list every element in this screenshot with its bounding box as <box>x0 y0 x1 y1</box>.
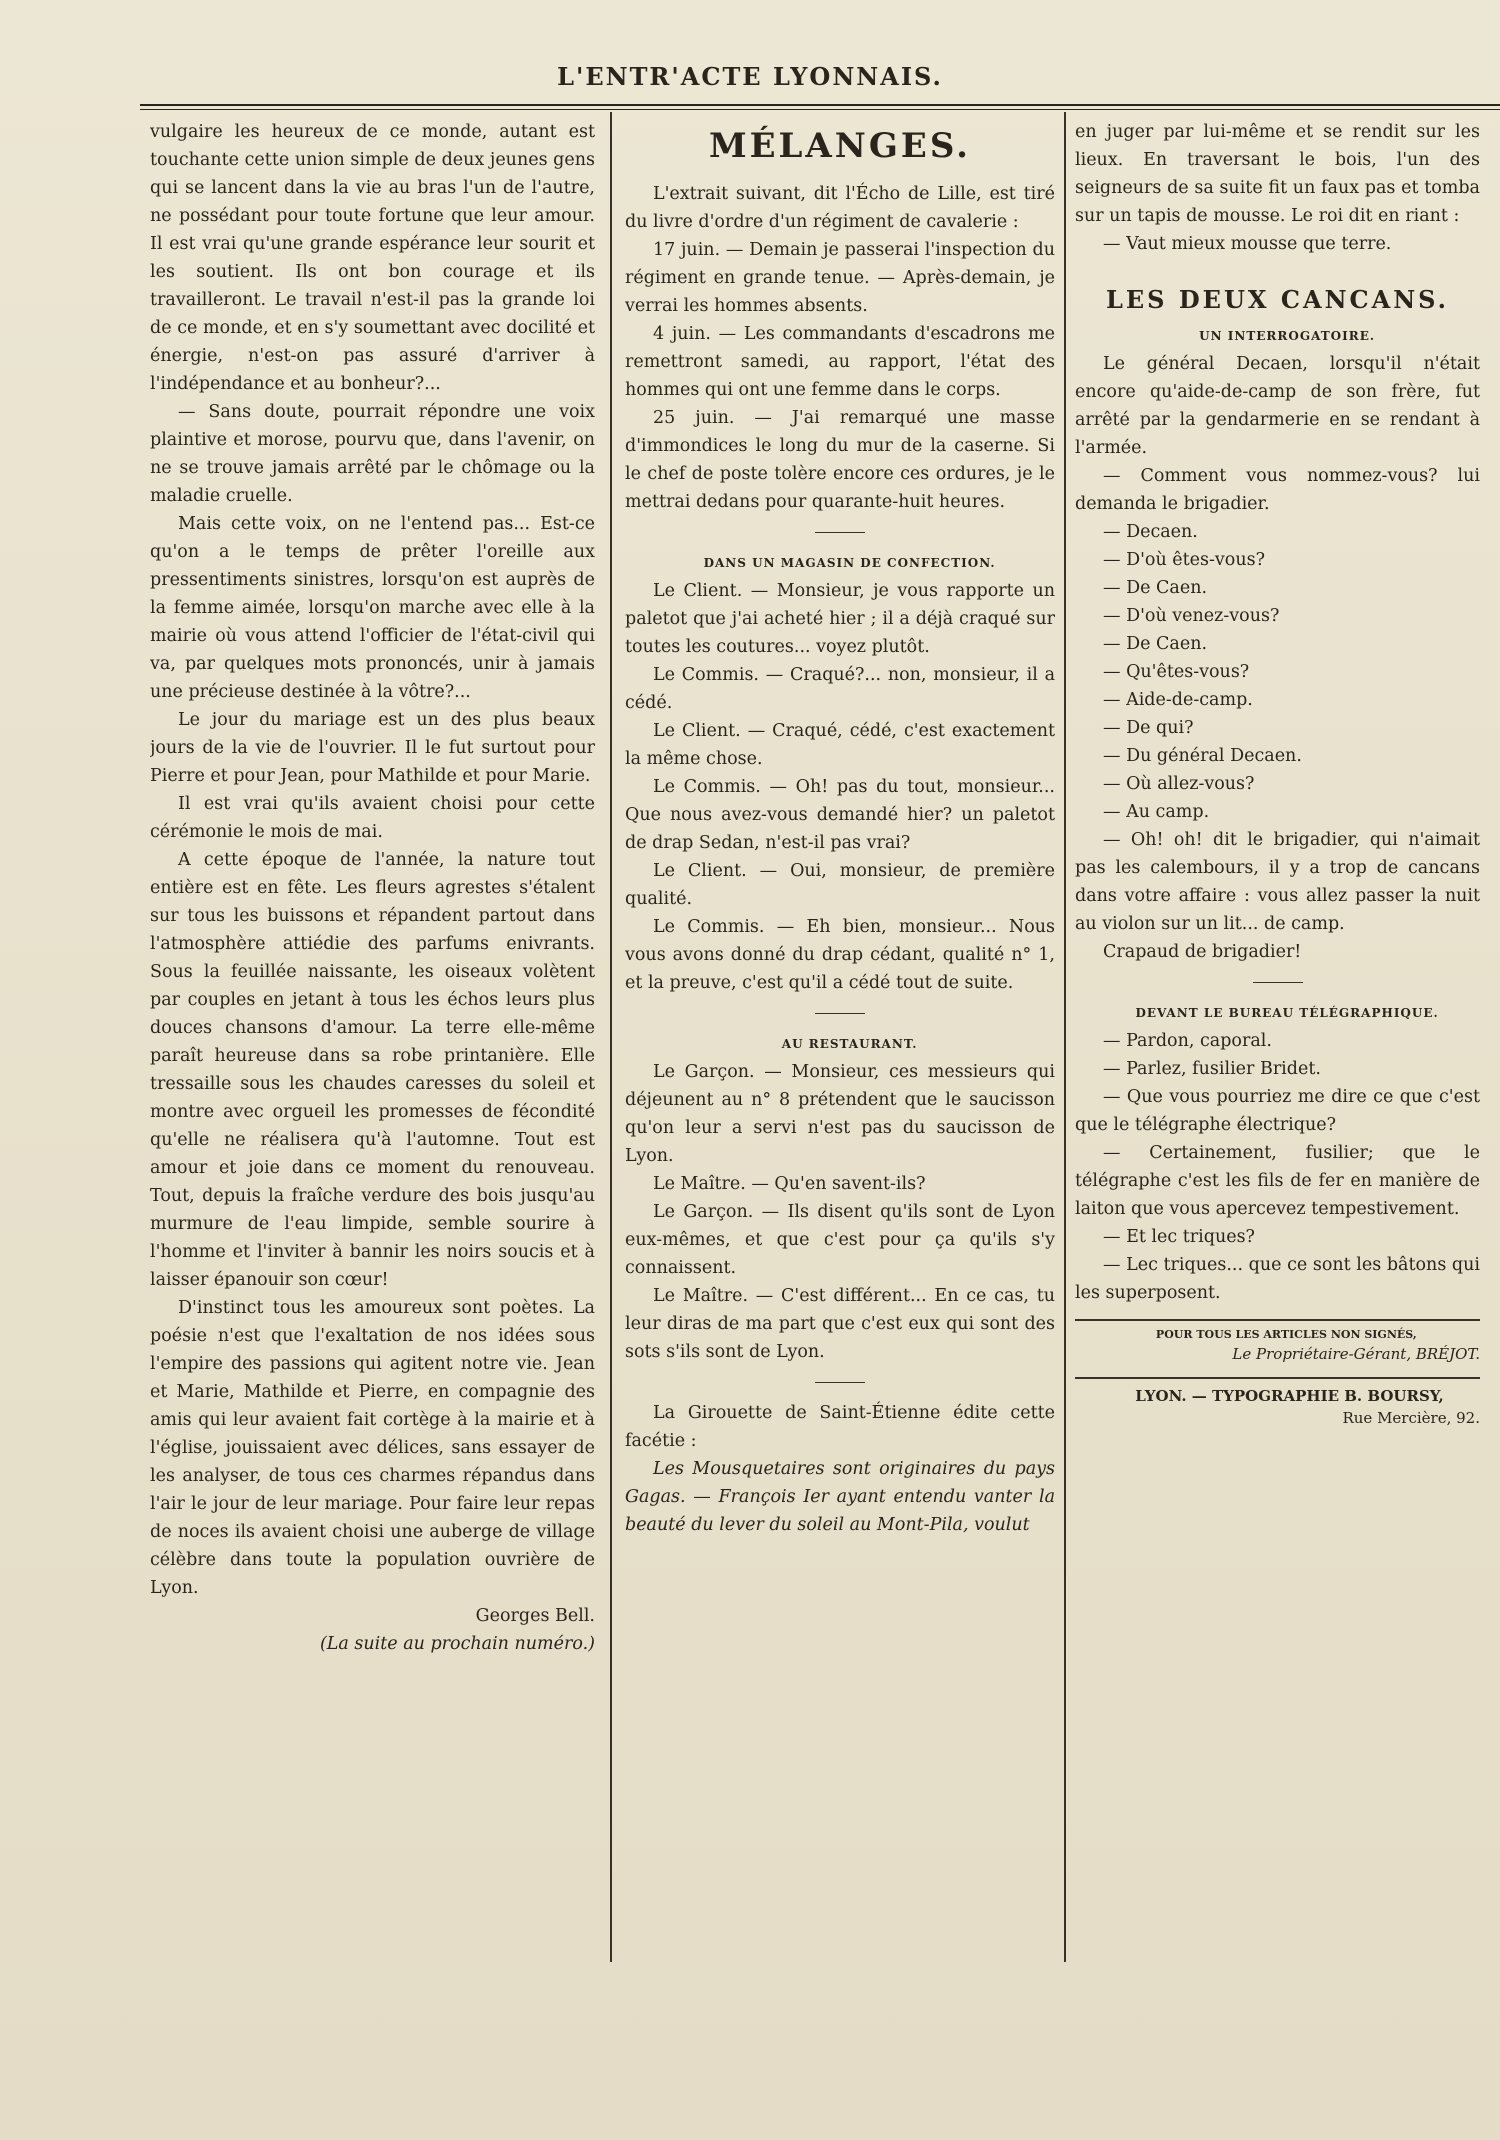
column-rule-right <box>1064 112 1066 1962</box>
dialogue-line: — Pardon, caporal. <box>1103 1031 1272 1051</box>
dialogue-line: Le Commis. — Oh! pas du tout, monsieur... Que nous avez-vous demandé hier? un paletot de drap Sedan, n'est-il pas vrai? <box>625 777 1055 853</box>
subheading-interrogatoire: UN INTERROGATOIRE. <box>1199 329 1376 343</box>
column-feuilleton <box>150 118 595 1988</box>
order-line: 17 juin. — Demain je passerai l'inspection du régiment en grande tenue. — Après-demain, je verrai les hommes absents. <box>625 240 1055 316</box>
order-line: 25 juin. — J'ai remarqué une masse d'immondices le long du mur de la caserne. Si le chef de poste tolère encore ces ordures, je le mettrai dedans pour quarante-huit heures. <box>625 408 1055 512</box>
section-title-melanges: MÉLANGES. <box>708 126 972 166</box>
paragraph: A cette époque de l'année, la nature tout entière est en fête. Les fleurs agrestes s'étalent sur tous les buissons et répandent partout dans l'atmosphère attiédie des parfums enivrants. Sous la feuillée naissante, les oiseaux volètent par couples en jetant à tous les échos leurs plus douces chansons d'amour. La terre elle-même paraît heureuse dans sa robe printanière. Elle tressaille sous les chaudes caresses du soleil et montre avec orgueil les promesses de fécondité qu'elle ne réalisera qu'à l'automne. Tout est amour et joie dans ce moment du renouveau. Tout, depuis la fraîche verdure des bois jusqu'au murmure de l'eau limpide, semble sourire à l'homme et l'inviter à bannir les noirs soucis et à laisser épanouir son cœur! <box>150 850 595 1290</box>
dialogue-line: Le Commis. — Craqué?... non, monsieur, il a cédé. <box>625 665 1055 713</box>
paragraph: vulgaire les heureux de ce monde, autant est touchante cette union simple de deux jeunes gens qui se lancent dans la vie au bras l'un de l'autre, ne possédant pour toute fortune que leur amour. Il est vrai qu'une grande espérance leur sourit et les soutient. Ils ont bon courage et ils travailleront. Le travail n'est-il pas la grande loi de ce monde, et en s'y soumettant avec docilité et énergie, n'est-on pas assuré d'arriver à l'indépendance et au bonheur?... <box>150 122 595 394</box>
paragraph: D'instinct tous les amoureux sont poètes. La poésie n'est que l'exaltation de nos idées sous l'empire des passions qui agitent notre vie. Jean et Marie, Mathilde et Pierre, en compagnie des amis qui leur avaient fait cortège à la mairie et à l'église, jouissaient avec délices, sans essayer de les analyser, de tous ces charmes répandus dans l'air le jour de leur mariage. Pour faire leur repas de noces ils avaient choisi une auberge de village célèbre dans toute la population ouvrière de Lyon. <box>150 1298 595 1598</box>
gerant-signature: Le Propriétaire-Gérant, BRÉJOT. <box>1232 1345 1480 1363</box>
dialogue-line: Le Client. — Monsieur, je vous rapporte un paletot que j'ai acheté hier ; il a déjà craqué sur toutes les coutures... voyez plutôt. <box>625 581 1055 657</box>
dialogue-line: — Decaen. <box>1103 522 1198 542</box>
divider-footer <box>1075 1319 1480 1321</box>
order-line: 4 juin. — Les commandants d'escadrons me remettront samedi, au rapport, l'état des hommes qui ont une femme dans le corps. <box>625 324 1055 400</box>
divider-printer <box>1075 1377 1480 1379</box>
masthead-rule <box>140 104 1500 106</box>
dialogue-line: — Lec triques... que ce sont les bâtons qui les superposent. <box>1075 1255 1480 1303</box>
dialogue-line: — Qu'êtes-vous? <box>1103 662 1250 682</box>
dialogue-line: Le Garçon. — Ils disent qu'ils sont de Lyon eux-mêmes, et que c'est pour ça qu'ils s'y connaissent. <box>625 1202 1055 1278</box>
paragraph: en juger par lui-même et se rendit sur les lieux. En traversant le bois, l'un des seigneurs de sa suite fit un faux pas et tomba sur un tapis de mousse. Le roi dit en riant : <box>1075 122 1480 226</box>
masthead-rule-thin <box>140 109 1500 110</box>
dialogue-line: Le Maître. — Qu'en savent-ils? <box>653 1174 926 1194</box>
dialogue-line: — De Caen. <box>1103 634 1208 654</box>
dialogue-line: — Au camp. <box>1103 802 1210 822</box>
paragraph: Le jour du mariage est un des plus beaux jours de la vie de l'ouvrier. Il le fut surtout pour Pierre et pour Jean, pour Mathilde et pour Marie. <box>150 710 595 786</box>
dialogue-line: — Et lec triques? <box>1103 1227 1255 1247</box>
dialogue-line: — Comment vous nommez-vous? lui demanda le brigadier. <box>1075 466 1480 514</box>
divider <box>815 532 865 533</box>
paragraph: La Girouette de Saint-Étienne édite cette facétie : <box>625 1403 1055 1451</box>
paragraph: — Sans doute, pourrait répondre une voix plaintive et morose, pourvu que, dans l'avenir, on ne se trouve jamais arrêté par le chômage ou la maladie cruelle. <box>150 402 595 506</box>
dialogue-line: Crapaud de brigadier! <box>1103 942 1302 962</box>
dialogue-line: Le Client. — Craqué, cédé, c'est exactement la même chose. <box>625 721 1055 769</box>
paragraph: — Vaut mieux mousse que terre. <box>1103 234 1392 254</box>
masthead-title: L'ENTR'ACTE LYONNAIS. <box>557 62 943 91</box>
dialogue-line: — Où allez-vous? <box>1103 774 1255 794</box>
subheading-restaurant: AU RESTAURANT. <box>781 1037 918 1051</box>
dialogue-line: Le Commis. — Eh bien, monsieur... Nous vous avons donné du drap cédant, qualité n° 1, et la preuve, c'est qu'il a cédé tout de suite. <box>625 917 1055 993</box>
paragraph: L'extrait suivant, dit l'Écho de Lille, est tiré du livre d'ordre d'un régiment de cavalerie : <box>625 184 1055 232</box>
column-melanges <box>625 118 1055 1988</box>
dialogue-line: — Aide-de-camp. <box>1103 690 1253 710</box>
column-cancans <box>1075 118 1480 1988</box>
dialogue-line: Le général Decaen, lorsqu'il n'était encore qu'aide-de-camp de son frère, fut arrêté par la gendarmerie en se rendant à l'armée. <box>1075 354 1480 458</box>
subheading-shop: DANS UN MAGASIN DE CONFECTION. <box>703 556 996 570</box>
dialogue-line: Le Garçon. — Monsieur, ces messieurs qui déjeunent au n° 8 prétendent que le saucisson qu'on leur a servi n'est pas du saucisson de Lyon. <box>625 1062 1055 1166</box>
section-title-cancans: LES DEUX CANCANS. <box>1105 285 1450 314</box>
printer-name: LYON. — TYPOGRAPHIE B. BOURSY, <box>1135 1387 1444 1405</box>
divider <box>815 1013 865 1014</box>
dialogue-line: — Parlez, fusilier Bridet. <box>1103 1059 1321 1079</box>
column-rule-left <box>610 112 612 1962</box>
dialogue-line: Le Maître. — C'est différent... En ce cas, tu leur diras de ma part que c'est eux qui sont des sots s'ils sont de Lyon. <box>625 1286 1055 1362</box>
divider <box>815 1382 865 1383</box>
paragraph: Les Mousquetaires sont originaires du pays Gagas. — François Ier ayant entendu vanter la beauté du lever du soleil au Mont-Pila, voulut <box>625 1459 1055 1535</box>
subheading-telegraphe: DEVANT LE BUREAU TÉLÉGRAPHIQUE. <box>1135 1006 1439 1020</box>
paragraph: Il est vrai qu'ils avaient choisi pour cette cérémonie le mois de mai. <box>150 794 595 842</box>
dialogue-line: Le Client. — Oui, monsieur, de première qualité. <box>625 861 1055 909</box>
printer-address: Rue Mercière, 92. <box>1342 1409 1480 1427</box>
dialogue-line: — Que vous pourriez me dire ce que c'est que le télégraphe électrique? <box>1075 1087 1480 1135</box>
dialogue-line: — Oh! oh! dit le brigadier, qui n'aimait pas les calembours, il y a trop de cancans dans votre affaire : vous allez passer la nuit au violon sur un lit... de camp. <box>1075 830 1480 934</box>
paragraph: Mais cette voix, on ne l'entend pas... Est-ce qu'on a le temps de prêter l'oreille aux pressentiments sinistres, lorsqu'on est auprès de la femme aimée, lorsqu'on marche avec elle à la mairie où vous attend l'officier de l'état-civil qui va, par quelques mots prononcés, unir à jamais une précieuse destinée à la vôtre?... <box>150 514 595 702</box>
dialogue-line: — De Caen. <box>1103 578 1208 598</box>
dialogue-line: — Du général Decaen. <box>1103 746 1302 766</box>
dialogue-line: — D'où venez-vous? <box>1103 606 1280 626</box>
continued-note: (La suite au prochain numéro.) <box>319 1634 595 1654</box>
dialogue-line: — De qui? <box>1103 718 1194 738</box>
dialogue-line: — Certainement, fusilier; que le télégraphe c'est les fils de fer en manière de laiton que vous apercevez tempestivement. <box>1075 1143 1480 1219</box>
divider <box>1253 982 1303 983</box>
footer-note: POUR TOUS LES ARTICLES NON SIGNÉS, <box>1155 1328 1417 1341</box>
dialogue-line: — D'où êtes-vous? <box>1103 550 1265 570</box>
author-signature: Georges Bell. <box>475 1606 595 1626</box>
